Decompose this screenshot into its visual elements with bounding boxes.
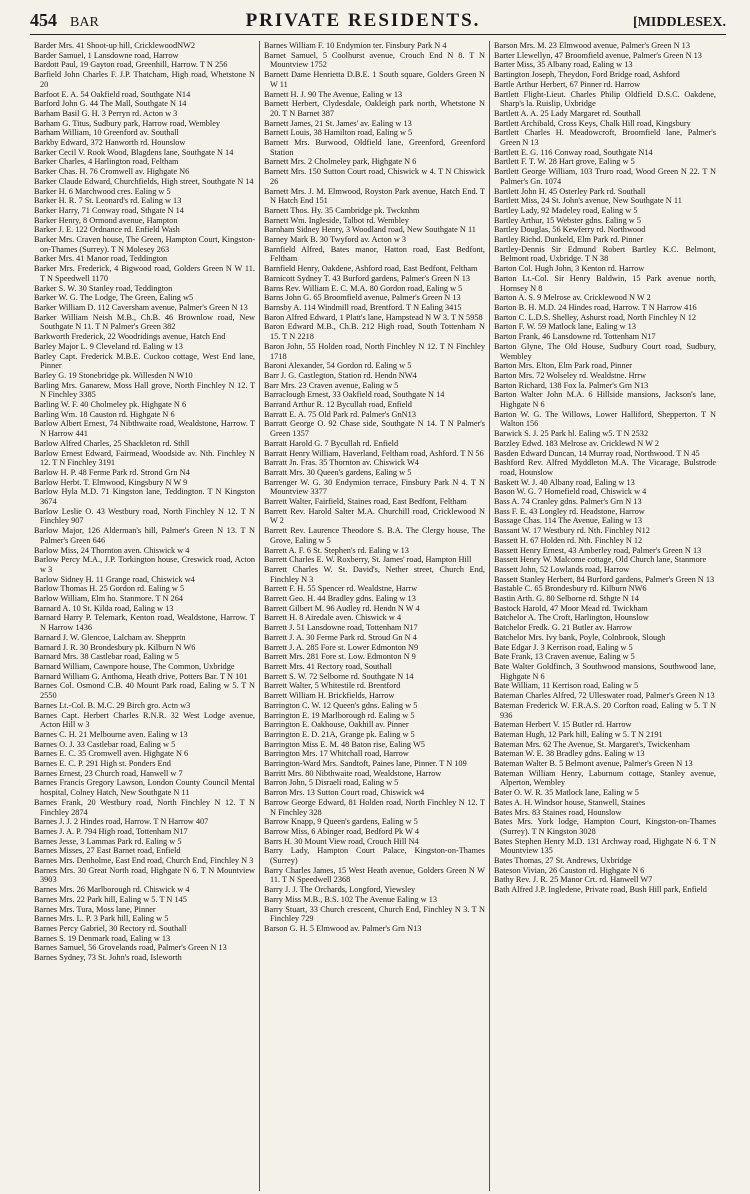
resident-entry: Bastin Arth. G. 80 Selborne rd. Sthgte N 14 [494, 594, 639, 604]
resident-entry: Barlow Major, 126 Alderman's hill, Palmer's Green N 13. T N Palmer's Green 646 [34, 526, 255, 545]
resident-entry: Bartlett Flight-Lieut. Charles Philip Oldfield D.S.C. Oakdene, Sharp's la. Ruislip, Uxbridge [494, 89, 716, 109]
resident-entry: Barker William Neish M.B., Ch.B. 46 Brownlow road, New Southgate N 11. T N Palmer's Green 382 [34, 312, 255, 332]
resident-entry: Barker Harry, 71 Conway road, Sthgate N 14 [34, 205, 184, 215]
resident-entry: Barry Miss M.B., B.S. 102 The Avenue Ealing w 13 [264, 894, 437, 904]
resident-entry: Barrington-Ward Mrs. Sandtoft, Paines lane, Pinner. T N 109 [264, 759, 467, 769]
resident-entry: Bateman Herbert V. 15 Butler rd. Harrow [494, 720, 632, 730]
resident-entry: Barrow Knapp, 9 Queen's gardens, Ealing w 5 [264, 817, 418, 827]
resident-entry: Bartlett John H. 45 Osterley Park rd. Southall [494, 186, 646, 196]
resident-entry: Bartlett A. A. 25 Lady Margaret rd. Southall [494, 108, 641, 118]
resident-entry: Barnard Harry P. Telemark, Kenton road, Wealdstone, Harrow. T N Harrow 1436 [34, 613, 255, 633]
resident-entry: Barton Mrs. 72 Wolseley rd. Wealdstne. Hrrw [494, 370, 647, 380]
resident-entry: Barney Mark B. 30 Twyford av. Acton w 3 [264, 235, 407, 245]
resident-entry: Bates Thomas, 27 St. Andrews, Uxbridge [494, 856, 632, 866]
running-letters: BAR [70, 15, 99, 30]
resident-entry: Barnes Lt.-Col. B. M.C. 29 Birch gro. Actn w3 [34, 700, 191, 710]
resident-entry: Barlow Miss, 24 Thornton aven. Chiswick w 4 [34, 545, 190, 555]
resident-entry: Barker Mrs. 41 Manor road, Teddington [34, 254, 168, 264]
resident-entry: Barnes E. C. 35 Cromwell aven. Highgate N 6 [34, 749, 189, 759]
resident-entry: Bartlett Miss, 24 St. John's avenue, New Southgate N 11 [494, 196, 682, 206]
resident-entry: Barlow Leslie O. 43 Westbury road, North Finchley N 12. T N Finchley 907 [34, 506, 255, 526]
resident-entry: Barnes Mrs. 26 Marlborough rd. Chiswick w 4 [34, 885, 190, 895]
resident-entry: Barham William, 10 Greenford av. Southall [34, 128, 179, 138]
resident-entry: Barton W. G. The Willows, Lower Halliford, Shepperton. T N Walton 156 [494, 409, 716, 429]
resident-entry: Barrett H. 8 Airedale aven. Chiswick w 4 [264, 613, 402, 623]
resident-entry: Batchelor Mrs. Ivy bank, Poyle, Colnbrook, Slough [494, 632, 666, 642]
page-number: 454 [30, 10, 57, 30]
resident-entry: Barnett Mrs. J. M. Elmwood, Royston Park avenue, Hatch End. T N Hatch End 151 [264, 186, 485, 206]
resident-entry: Barrington E. Oakhouse, Oakhill av. Pinner [264, 720, 409, 730]
resident-entry: Barnes Mrs. L. P. 3 Park hill, Ealing w 5 [34, 914, 169, 924]
resident-entry: Barnes Capt. Herbert Charles R.N.R. 32 West Lodge avenue, Acton Hill w 3 [34, 710, 255, 730]
resident-entry: Barrett Charles W. St. David's, Nether street, Church End, Finchley N 3 [264, 564, 485, 584]
resident-entry: Barlow H. P. 48 Ferme Park rd. Strond Grn N4 [34, 467, 190, 477]
resident-entry: Barlow Percy M.A., J.P. Torkington house, Creswick road, Acton w 3 [34, 555, 255, 574]
resident-entry: Barton A. S. 9 Melrose av. Cricklewood N W 2 [494, 293, 651, 303]
page-header [30, 10, 726, 35]
resident-entry: Bastock Harold, 47 Moor Mead rd. Twickham [494, 603, 648, 613]
resident-entry: Barlow Herbt. T. Elmwood, Kingsbury N W 9 [34, 477, 188, 487]
resident-entry: Barter Llewellyn, 47 Broomfield avenue, Palmer's Green N 13 [494, 50, 702, 60]
resident-entry: Barnard Mrs. 38 Castlebar road, Ealing w 5 [34, 652, 179, 662]
resident-entry: Barder Mrs. 41 Shoot-up hill, CricklewoodNW2 [34, 41, 196, 50]
resident-entry: Barrs H. 30 Mount View road, Crouch Hill N4 [264, 836, 419, 846]
resident-entry: Barnes O. J. 33 Castlebar road, Ealing w 5 [34, 739, 176, 749]
resident-entry: Barnes E. C. P. 291 High st. Ponders End [34, 759, 171, 769]
resident-entry: Barnett Wm. Ingleside, Talbot rd. Wembley [264, 215, 409, 225]
resident-entry: Barnett Mrs. 150 Sutton Court road, Chiswick w 4. T N Chiswick 26 [264, 167, 485, 186]
resident-entry: Barrett Walter, Fairfield, Staines road, East Bedfont, Feltham [264, 497, 467, 507]
county-label: [MIDDLESEX. [633, 15, 726, 30]
resident-entry: Barrow Miss, 6 Abinger road, Bedford Pk W 4 [264, 826, 420, 836]
resident-entry: Barry J. J. The Orchards, Longford, Yiewsley [264, 885, 416, 895]
resident-entry: Bartley Lady, 92 Madeley road, Ealing w 5 [494, 205, 638, 215]
resident-entry: Barling Mrs. Ganarew, Moss Hall grove, North Finchley N 12. T N Finchley 3385 [34, 380, 255, 400]
resident-entry: Barnes J. A. P. 794 High road, Tottenham N17 [34, 826, 188, 836]
resident-entry: Barrington C. W. 12 Queen's gdns. Ealing w 5 [264, 700, 418, 710]
resident-entry: Barford John G. 44 The Mall, Southgate N 14 [34, 99, 187, 109]
resident-entry: Barrett Walter, 5 Whitestile rd. Brentford [264, 681, 401, 691]
resident-entry: Basden Edward Duncan, 14 Murray road, Northwood. T N 45 [494, 448, 700, 458]
resident-entry: Barzley Edwd. 183 Melrose av. Cricklewd N W 2 [494, 438, 660, 448]
resident-entry: Barker Charles, 4 Harlington road, Feltham [34, 157, 179, 167]
resident-entry: Batchelor Fredk. G. 21 Butler av. Harrow [494, 623, 632, 633]
resident-entry: Bate Walter Goldfinch, 3 Southwood mansions, Southwood lane, Highgate N 6 [494, 662, 716, 681]
resident-entry: Barns Rev. William E. C. M.A. 80 Gordon road, Ealing w 5 [264, 283, 463, 293]
resident-entry: Barrett Mrs. 281 Fore st. Low. Edmonton N 9 [264, 652, 416, 662]
resident-entry: Bardott Paul, 19 Gayton road, Greenhill, Harrow. T N 256 [34, 60, 228, 70]
resident-entry: Barnfield Alfred, Bates manor, Hatton road, East Bedfont, Feltham [264, 244, 485, 264]
resident-entry: Barrand Arthur R. 12 Bycullah road, Enfield [264, 400, 412, 410]
resident-entry: Barrington E. D. 21A, Grange pk. Ealing w 5 [264, 729, 415, 739]
resident-entry: Barlow Thomas H. 25 Gordon rd. Ealing w 5 [34, 584, 185, 594]
resident-entry: Barton Mrs. Elton, Elm Park road, Pinner [494, 361, 633, 371]
resident-entry: Barr J. G. Castlegton, Station rd. Hendn NW4 [264, 370, 417, 380]
resident-entry: Bartley Douglas, 56 Kewferry rd. Northwood [494, 225, 646, 235]
resident-entry: Barley Capt. Frederick M.B.E. Cuckoo cottage, West End lane, Pinner [34, 351, 255, 371]
resident-entry: Barnes Percy Gabriel, 30 Rectory rd. Southall [34, 923, 187, 933]
resident-entry: Barrett S. W. 72 Selborne rd. Southgate N 14 [264, 671, 414, 681]
resident-entry: Barton C. L.D.S. Shelley, Ashurst road, North Finchley N 12 [494, 312, 697, 322]
resident-entry: Barker Chas. H. 76 Cromwell av. Highgate N6 [34, 167, 190, 177]
resident-entry: Barnes Misses, 27 East Barnet road, Enfield [34, 846, 181, 856]
resident-entry: Bassett Henry W. Malcome cottage, Old Church lane, Stanmore [494, 555, 707, 565]
resident-entry: Bartley-Dennis Sir Edmund Robert Bartley K.C. Belmont, Belmont road, Uxbridge. T N 38 [494, 244, 716, 264]
resident-entry: Barley Major L. 9 Cleveland rd. Ealing w 13 [34, 341, 183, 351]
resident-entry: Bate Edgar J. 3 Kerrison road, Ealing w 5 [494, 642, 633, 652]
resident-entry: Bassage Chas. 114 The Avenue, Ealing w 13 [494, 516, 643, 526]
resident-entry: Bassett Henry Ernest, 43 Amberley road, Palmer's Green N 13 [494, 545, 702, 555]
resident-entry: Barrenger W. G. 30 Endymion terrace, Finsbury Park N 4. T N Mountview 3377 [264, 477, 485, 497]
page-title: PRIVATE RESIDENTS. [245, 10, 481, 31]
resident-entry: Barnes Mrs. 30 Great North road, Highgate N 6. T N Mountview 3903 [34, 865, 255, 885]
resident-entry: Barton B. H. M.D. 24 Hindes road, Harrow. T N Harrow 416 [494, 302, 697, 312]
resident-entry: Barton Lt.-Col. Sir Henry Baldwin, 15 Park avenue north, Hornsey N 8 [494, 273, 716, 293]
resident-entry: Barlow Ernest Edward, Fairmead, Woodside av. Nth. Finchley N 12. T N Finchley 3191 [34, 448, 255, 468]
resident-entry: Bass F. E. 43 Longley rd. Headstone, Harrow [494, 506, 645, 516]
resident-entry: Barton Col. Hugh John, 3 Kenton rd. Harrow [494, 264, 645, 274]
resident-entry: Barker H. 6 Marchwood cres. Ealing w 5 [34, 186, 171, 196]
resident-entry: Barrington Miss E. M. 48 Baton rise, Ealing W5 [264, 739, 425, 749]
resident-entry: Barker J. E. 122 Ordnance rd. Enfield Wash [34, 225, 180, 235]
resident-entry: Barrett F. H. 55 Spencer rd. Wealdstne, Harrw [264, 584, 418, 594]
resident-entry: Barnes S. 19 Denmark road, Ealing w 13 [34, 933, 171, 943]
resident-entry: Bashford Rev. Alfred Myddleton M.A. The Vicarage, Bulstrode road, Hounslow [494, 458, 716, 477]
resident-entry: Barrett Geo. H. 44 Bradley gdns. Ealing w 13 [264, 594, 416, 604]
resident-entry: Barnard A. 10 St. Kilda road, Ealing w 13 [34, 603, 174, 613]
resident-entry: Baron Alfred Edward, 1 Platt's lane, Hampstead N W 3. T N 5958 [264, 312, 483, 322]
resident-entry: Barratt E. A. 75 Old Park rd. Palmer's GnN13 [264, 409, 416, 419]
resident-entry: Barnes Jesse, 3 Lammas Park rd. Ealing w 5 [34, 836, 182, 846]
resident-entry: Barnett Herbert, Clydesdale, Oakleigh park north, Whetstone N 20. T N Barnet 387 [264, 99, 485, 118]
resident-entry: Barry Charles James, 15 West Heath avenue, Golders Green N W 11. T N Speedwell 2368 [264, 865, 485, 885]
resident-entry: Barnfield Henry, Oakdene, Ashford road, East Bedfont, Feltham [264, 264, 478, 274]
resident-entry: Barker W. G. The Lodge, The Green, Ealing w5 [34, 293, 194, 303]
resident-entry: Bates Stephen Henry M.D. 131 Archway road, Highgate N 6. T N Mountview 135 [494, 836, 716, 856]
resident-entry: Bater O. W. R. 35 Matlock lane, Ealing w 5 [494, 788, 639, 798]
resident-entry: Barns John G. 65 Broomfield avenue, Palmer's Green N 13 [264, 293, 461, 303]
resident-entry: Barker Mrs. Frederick, 4 Bigwood road, Golders Green N W 11. T N Speedwell 1170 [34, 264, 255, 283]
resident-entry: Barnett Dame Henrietta D.B.E. 1 South square, Golders Green N W 11 [264, 70, 485, 89]
resident-entry: Bartlett F. T. W. 28 Hart grove, Ealing w 5 [494, 157, 635, 167]
resident-entry: Barnett Mrs. Burwood, Oldfield lane, Greenford, Greenford Station [264, 138, 485, 157]
resident-entry: Baroni Alexander, 54 Gordon rd. Ealing w 5 [264, 361, 412, 371]
resident-entry: Bate William, 11 Kerrison road, Ealing w 5 [494, 681, 639, 691]
resident-entry: Barham Basil G. H. 3 Perryn rd. Acton w 3 [34, 108, 178, 118]
resident-entry: Barwick S. J. 25 Park hl. Ealing w5. T N 2532 [494, 429, 649, 439]
resident-entry: Bateman Charles Alfred, 72 Ulleswater road, Palmer's Green N 13 [494, 691, 715, 701]
resident-entry: Barnett Thos. Hy. 35 Cambridge pk. Twcknhm [264, 205, 420, 215]
resident-entry: Bassett H. 67 Holden rd. Nth. Finchley N 12 [494, 535, 643, 545]
resident-entry: Barnes J. J. 2 Hindes road, Harrow. T N Harrow 407 [34, 817, 209, 827]
resident-entry: Barnes Mrs. Denholme, East End road, Church End, Finchley N 3 [34, 856, 254, 866]
resident-entry: Barton F. W. 59 Matlock lane, Ealing w 13 [494, 322, 636, 332]
resident-entry: Barnes Mrs. Tura, Moss lane, Pinner [34, 904, 156, 914]
resident-entry: Barling W. F. 40 Cholmeley pk. Highgate N 6 [34, 400, 187, 410]
resident-entry: Bartlett E. G. 116 Conway road, Southgate N14 [494, 147, 653, 157]
resident-entry: Bateson Vivian, 26 Causton rd. Highgate N 6 [494, 865, 645, 875]
resident-entry: Barnard William G. Anthoma, Heath drive, Potters Bar. T N 101 [34, 671, 248, 681]
resident-entry: Barker William D. 112 Caversham avenue, Palmer's Green N 13 [34, 302, 248, 312]
resident-entry: Barratt George O. 92 Chase side, Southgate N 14. T N Palmer's Green 1357 [264, 419, 485, 439]
resident-entry: Bateman William Henry, Laburnum cottage, Stanley avenue, Alperton, Wembley [494, 768, 716, 788]
resident-entry: Bass A. 74 Cranley gdns. Palmer's Grn N 13 [494, 497, 642, 507]
resident-entry: Bartley Richd. Dunkeld, Elm Park rd. Pinner [494, 235, 644, 245]
resident-entry: Barling Wm. 18 Causton rd. Highgate N 6 [34, 409, 175, 419]
resident-entry: Bateman Mrs. 62 The Avenue, St. Margaret's, Twickenham [494, 739, 690, 749]
resident-entry: Barratt Jn. Fras. 35 Thornton av. Chiswick W4 [264, 458, 419, 468]
resident-entry: Bateman W. E. 38 Bradley gdns. Ealing w 13 [494, 749, 645, 759]
directory-columns [30, 41, 726, 1191]
resident-entry: Barrett William H. Brickfields, Harrow [264, 691, 395, 701]
resident-entry: Bassett Stanley Herbert, 84 Burford gardens, Palmer's Green N 13 [494, 574, 715, 584]
resident-entry: Barlow Sidney H. 11 Grange road, Chiswick w4 [34, 574, 195, 584]
resident-entry: Barnes Sydney, 73 St. John's road, Isleworth [34, 953, 182, 963]
resident-entry: Barnes Col. Osmond C.B. 40 Mount Park road, Ealing w 5. T N 2550 [34, 681, 255, 701]
resident-entry: Bateman Walter B. 5 Belmont avenue, Palmer's Green N 13 [494, 759, 693, 769]
resident-entry: Barratt Henry William, Haverland, Feltham road, Ashford. T N 56 [264, 448, 484, 458]
resident-entry: Barnard William, Cawnpore house, The Common, Uxbridge [34, 662, 235, 671]
resident-entry: Barnard J. W. Glencoe, Lalcham av. Shepprtn [34, 632, 186, 642]
resident-entry: Bates Mrs. York lodge, Hampton Court, Kingston-on-Thames (Surrey). T N Kingston 3028 [494, 817, 716, 836]
resident-entry: Bastable C. 65 Brondesbury rd. Kilburn NW6 [494, 584, 647, 594]
resident-entry: Bartlett Charles H. Meadowcroft, Broomfield lane, Palmer's Green N 13 [494, 128, 716, 148]
resident-entry: Barrington Mrs. 17 Whitchall road, Harrow [264, 749, 409, 759]
column-2 [260, 41, 490, 1191]
resident-entry: Barnsby A. 114 Windmill road, Brentford. T N Ealing 3415 [264, 302, 462, 312]
resident-entry: Baron John, 55 Holden road, North Finchley N 12. T N Finchley 1718 [264, 341, 485, 361]
resident-entry: Barrett J. A. 285 Fore st. Lower Edmonton N9 [264, 642, 419, 652]
resident-entry: Barrington E. 19 Marlborough rd. Ealing w 5 [264, 710, 415, 720]
resident-entry: Bateman Hugh, 12 Park hill, Ealing w 5. T N 2191 [494, 729, 663, 739]
resident-entry: Barnes C. H. 21 Melbourne aven. Ealing w 13 [34, 729, 188, 739]
resident-entry: Barson G. H. 5 Elmwood av. Palmer's Grn N13 [264, 923, 422, 933]
resident-entry: Barrett A. F. 6 St. Stephen's rd. Ealing w 13 [264, 545, 409, 555]
resident-entry: Bate Frank, 13 Craven avenue, Ealing w 5 [494, 652, 635, 662]
resident-entry: Barkby Edward, 372 Hanworth rd. Hounslow [34, 138, 186, 148]
column-1 [30, 41, 260, 1191]
resident-entry: Barker Cecil V. Rook Wood, Blagdens lane, Southgate N 14 [34, 147, 234, 157]
resident-entry: Bason W. G. 7 Homefield road, Chiswick w 4 [494, 487, 647, 497]
resident-entry: Barton Glyne, The Old House, Sudbury Court road, Sudbury, Wembley [494, 341, 716, 361]
resident-entry: Barton Walter John M.A. 6 Hillside mansions, Jackson's lane, Highgate N 6 [494, 390, 716, 410]
resident-entry: Batchelor A. The Croft, Harlington, Hounslow [494, 613, 649, 623]
resident-entry: Barnes Francis Gregory Lawson, London County Council Mental hospital, Colney Hatch, New Southgate N 11 [34, 778, 255, 798]
resident-entry: Barry Stuart, 33 Church crescent, Church End, Finchley N 3. T N Finchley 729 [264, 904, 485, 924]
resident-entry: Barlow Alfred Charles, 25 Shackleton rd. Sthll [34, 438, 190, 448]
resident-entry: Barter Miss, 35 Albany road, Ealing w 13 [494, 60, 633, 70]
resident-entry: Barraclough Ernest, 33 Oakfield road, Southgate N 14 [264, 390, 445, 400]
resident-entry: Barrett Mrs. 41 Rectory road, Southall [264, 662, 392, 671]
resident-entry: Barlow Albert Ernest, 74 Nibthwaite road, Wealdstone, Harrow. T N Harrow 441 [34, 419, 255, 439]
resident-entry: Barder Samuel, 1 Lansdowne road, Harrow [34, 50, 179, 60]
resident-entry: Barley G. 19 Stonebridge pk. Willesden N W10 [34, 370, 193, 380]
resident-entry: Baskett W. J. 40 Albany road, Ealing w 13 [494, 477, 635, 487]
resident-entry: Bartington Joseph, Theydon, Ford Bridge road, Ashford [494, 70, 680, 80]
resident-entry: Bathy Rev. J. R. 25 Manor Crt. rd. Hanwell W7 [494, 875, 653, 885]
resident-entry: Barker Claude Edward, Churchfields, High street, Southgate N 14 [34, 176, 254, 186]
resident-entry: Barton Richard, 138 Fox la. Palmer's Grn N13 [494, 380, 649, 390]
resident-entry: Bartlett Archibald, Cross Keys, Chalk Hill road, Kingsbury [494, 118, 691, 128]
resident-entry: Barnham Sidney Henry, 3 Woodland road, New Southgate N 11 [264, 225, 476, 235]
resident-entry: Barker S. W. 30 Stanley road, Teddington [34, 283, 173, 293]
resident-entry: Barritt Mrs. 80 Nibthwaite road, Wealdstone, Harrow [264, 768, 442, 778]
resident-entry: Barfoot E. A. 54 Oakfield road, Southgate N14 [34, 89, 191, 99]
resident-entry: Barrett J. 51 Lansdowne road, Tottenham N17 [264, 623, 418, 633]
resident-entry: Barfield John Charles F. J.P. Thatcham, High road, Whetstone N 20 [34, 70, 255, 89]
resident-entry: Bartle Arthur Herbert, 67 Pinner rd. Harrow [494, 79, 641, 89]
resident-entry: Barnicott Sydney T. 43 Burford gardens, Palmer's Green N 13 [264, 273, 471, 283]
resident-entry: Barnes William F. 10 Endymion ter. Finsbury Park N 4 [264, 41, 447, 50]
column-3 [490, 41, 720, 1191]
resident-entry: Barr Mrs. 23 Craven avenue, Ealing w 5 [264, 380, 399, 390]
resident-entry: Bates Mrs. 83 Staines road, Hounslow [494, 807, 622, 817]
resident-entry: Bartley Arthur, 15 Webster gdns. Ealing w 5 [494, 215, 642, 225]
resident-entry: Barnes Samuel, 56 Grovelands road, Palmer's Green N 13 [34, 943, 227, 953]
resident-entry: Barker Henry, 8 Ormond avenue, Hampton [34, 215, 178, 225]
resident-entry: Barkworth Frederick, 22 Woodridings avenue, Hatch End [34, 332, 226, 342]
resident-entry: Bassant W. 17 Westbury rd. Nth. Finchley N12 [494, 526, 650, 536]
resident-entry: Barnett Louis, 38 Hamilton road, Ealing w 5 [264, 128, 413, 138]
resident-entry: Barratt Harold G. 7 Bycullah rd. Enfield [264, 438, 399, 448]
resident-entry: Barker Mrs. Craven house, The Green, Hampton Court, Kingston-on-Thames (Surrey). T N Molesey 263 [34, 235, 255, 254]
resident-entry: Barron John, 5 Disraeli road, Ealing w 5 [264, 778, 399, 788]
resident-entry: Barnett Mrs. 2 Cholmeley park, Highgate N 6 [264, 157, 417, 167]
resident-entry: Barrett Rev. Harold Salter M.A. Churchill road, Cricklewood N W 2 [264, 506, 485, 526]
resident-entry: Barron Mrs. 13 Sutton Court road, Chiswick w4 [264, 788, 425, 798]
resident-entry: Barlow Hyla M.D. 71 Kingston lane, Teddington. T N Kingston 3674 [34, 487, 255, 507]
resident-entry: Baron Edward M.B., Ch.B. 212 High road, South Tottenham N 15. T N 2218 [264, 322, 485, 342]
resident-entry: Barnett H. J. 90 The Avenue, Ealing w 13 [264, 89, 403, 99]
resident-entry: Bartlett George William, 103 Truro road, Wood Green N 22. T N Palmer's Gn. 1074 [494, 167, 716, 186]
resident-entry: Barham G. Titus, Sudbury park, Harrow road, Wembley [34, 118, 221, 128]
resident-entry: Barson Mrs. M. 23 Elmwood avenue, Palmer's Green N 13 [494, 41, 690, 50]
resident-entry: Bassett John, 52 Lowlands road, Harrow [494, 564, 630, 574]
resident-entry: Barrow George Edward, 81 Holden road, North Finchley N 12. T N Finchley 328 [264, 797, 485, 817]
resident-entry: Barnes Mrs. 22 Park hill, Ealing w 5. T N 145 [34, 894, 187, 904]
resident-entry: Barrett Rev. Laurence Theodore S. B.A. The Clergy house, The Grove, Ealing w 5 [264, 526, 485, 545]
resident-entry: Bates A. H. Windsor house, Stanwell, Staines [494, 797, 646, 807]
resident-entry: Barnes Frank, 20 Westbury road, North Finchley N 12. T N Finchley 2874 [34, 797, 255, 817]
resident-entry: Barnet Samuel, 5 Coolhurst avenue, Crouch End N 8. T N Mountview 1752 [264, 50, 485, 70]
resident-entry: Barlow William, Elm ho. Stanmore. T N 264 [34, 594, 183, 604]
resident-entry: Bath Alfred J.P. Ingledene, Private road, Bush Hill park, Enfield [494, 885, 707, 895]
resident-entry: Barnett James, 21 St. James' av. Ealing w 13 [264, 118, 412, 128]
resident-entry: Barry Lady, Hampton Court Palace, Kingston-on-Thames (Surrey) [264, 846, 485, 866]
resident-entry: Barrett Charles E. W. Roxberry, St. James' road, Hampton Hill [264, 555, 472, 565]
resident-entry: Barker H. R. 7 St. Leonard's rd. Ealing w 13 [34, 196, 182, 206]
resident-entry: Barton Frank, 46 Lansdowne rd. Tottenham N17 [494, 332, 656, 342]
resident-entry: Barrett J. A. 30 Ferme Park rd. Stroud Gn N 4 [264, 632, 417, 642]
resident-entry: Barnard J. R. 30 Brondesbury pk. Kilburn N W6 [34, 642, 196, 652]
resident-entry: Barratt Mrs. 30 Queen's gardens, Ealing w 5 [264, 467, 412, 477]
resident-entry: Barrett Gilbert M. 96 Audley rd. Hendn N W 4 [264, 603, 420, 613]
resident-entry: Bateman Frederick W. F.R.A.S. 20 Corfton road, Ealing w 5. T N 936 [494, 700, 716, 720]
resident-entry: Barnes Ernest, 23 Church road, Hanwell w 7 [34, 768, 183, 778]
